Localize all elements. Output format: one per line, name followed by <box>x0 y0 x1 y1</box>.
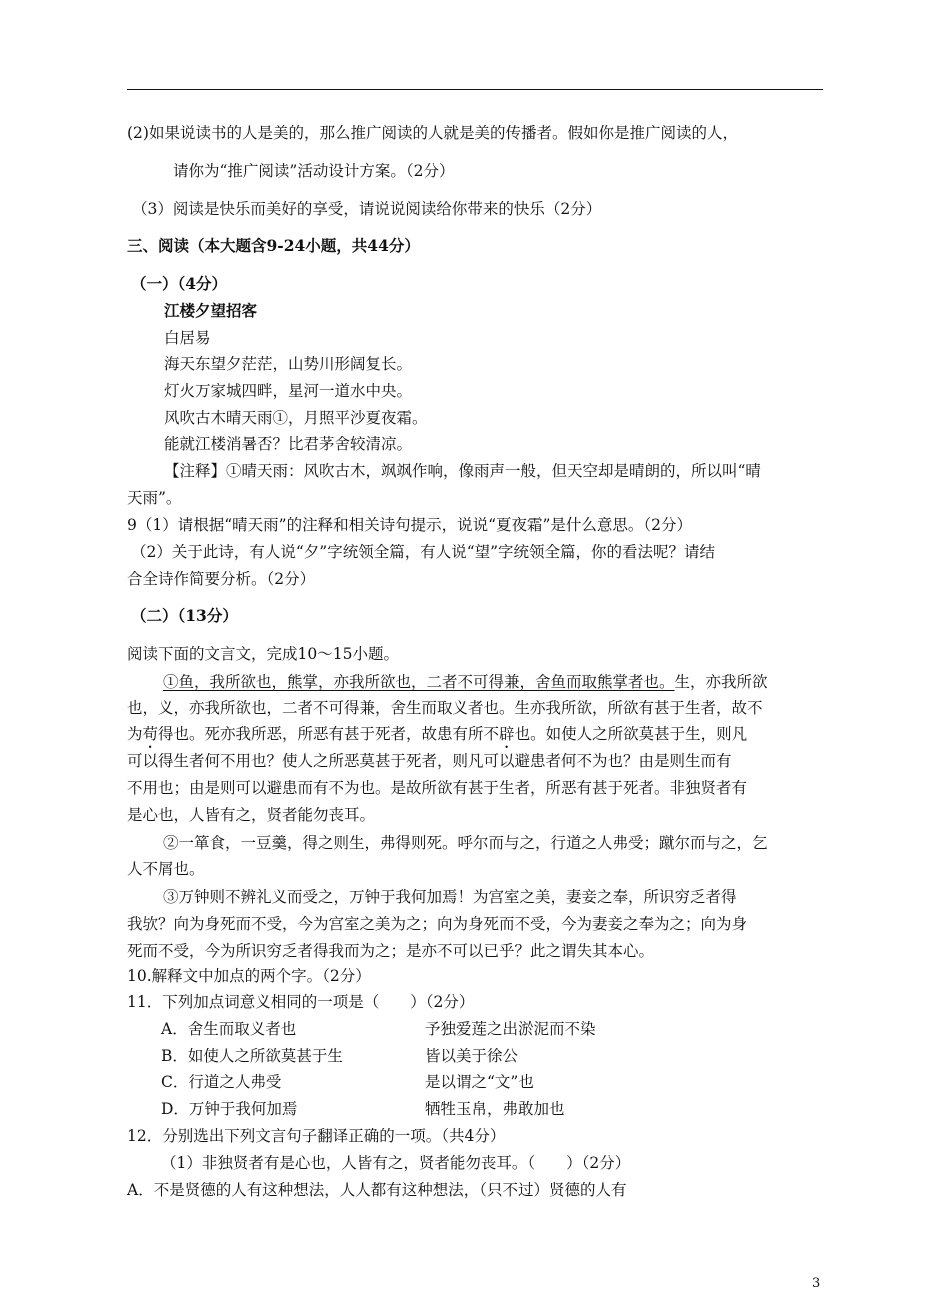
p1-line3-c: 也。如使人之所欲莫甚于生，则凡 <box>514 725 748 743</box>
q11-option-c-left: C．行道之人弗受 <box>161 1073 282 1091</box>
header-rule <box>127 89 823 90</box>
part1-heading: （一）（4分） <box>131 274 228 293</box>
poem-line-4: 能就江楼消暑否？比君茅舍较清凉。 <box>164 435 413 453</box>
q9-1: 9（1）请根据“晴天雨”的注释和相关诗句提示，说说“夏夜霜”是什么意思。（2分） <box>127 516 693 534</box>
q8-part2-line2: 请你为“推广阅读”活动设计方案。（2分） <box>173 162 455 180</box>
poem-note-line2: 天雨”。 <box>127 489 182 507</box>
classical-p1-line1 <box>163 671 768 693</box>
q12-sub1: （1）非独贤者有是心也，人皆有之，贤者能勿丧耳。（ ）（2分） <box>161 1154 631 1172</box>
q12-option-a: A．不是贤德的人有这种想法，人人都有这种想法，（只不过）贤德的人有 <box>127 1181 627 1199</box>
classical-p1-line2: 也，义，亦我所欲也，二者不可得兼，舍生而取义者也。生亦我所欲，所欲有甚于生者，故不 <box>127 699 763 717</box>
q11-option-d-right: 牺牲玉帛，弗敢加也 <box>425 1100 565 1118</box>
q11-stem: 11．下列加点词意义相同的一项是（ ）（2分） <box>127 993 475 1011</box>
dotted-char-bi: 辟 <box>499 725 515 743</box>
p1-line3-b: 得也。死亦我所恶，所恶有甚于死者，故患有所不 <box>158 725 500 743</box>
classical-p1-line4: 可以得生者何不用也？使人之所恶莫甚于死者，则凡可以避患者何不为也？由是则生而有 <box>127 752 732 770</box>
q8-part2-line1: (2)如果说读书的人是美的，那么推广阅读的人就是美的传播者。假如你是推广阅读的人， <box>127 124 738 142</box>
dotted-char-gou: 苟 <box>142 725 159 743</box>
q11-option-b-right: 皆以美于徐公 <box>425 1047 519 1065</box>
q9-2-line1: （2）关于此诗，有人说“夕”字统领全篇，有人说“望”字统领全篇，你的看法呢？请结 <box>131 543 716 561</box>
q11-option-b-left: B．如使人之所欲莫甚于生 <box>161 1047 343 1065</box>
classical-p3-line1: ③万钟则不辨礼义而受之，万钟于我何加焉！为宫室之美，妻妾之奉，所识穷乏者得 <box>163 888 737 906</box>
poem-title: 江楼夕望招客 <box>164 301 258 320</box>
classical-p1-line6: 是心也，人皆有之，贤者能勿丧耳。 <box>127 806 376 824</box>
q11-option-a-left: A．舍生而取义者也 <box>161 1020 297 1038</box>
poem-line-3: 风吹古木晴天雨①，月照平沙夏夜霜。 <box>164 409 428 427</box>
underlined-sentence: ①鱼，我所欲也，熊掌，亦我所欲也，二者不可得兼，舍鱼而取熊掌者也。 <box>163 673 675 691</box>
q11-option-d-left: D．万钟于我何加焉 <box>161 1100 298 1118</box>
q11-option-c-right: 是以谓之“文”也 <box>425 1073 534 1091</box>
poem-line-2: 灯火万家城四畔，星河一道水中央。 <box>164 382 413 400</box>
q9-2-line2: 合全诗作简要分析。（2分） <box>127 570 316 588</box>
page-number: 3 <box>812 1276 821 1291</box>
part2-heading: （二）（13分） <box>131 606 238 625</box>
classical-p1-line5: 不用也；由是则可以避患而有不为也。是故所欲有甚于生者，所恶有甚于死者。非独贤者有 <box>127 779 748 797</box>
p1-line1-tail: 生，亦我所欲 <box>674 673 768 691</box>
q8-part3: （3）阅读是快乐而美好的享受，请说说阅读给你带来的快乐（2分） <box>132 200 602 218</box>
classical-p3-line3: 死而不受，今为所识穷乏者得我而为之；是亦不可以已乎？此之谓失其本心。 <box>127 942 655 960</box>
q12-stem: 12．分别选出下列文言句子翻译正确的一项。（共4分） <box>127 1127 506 1145</box>
classical-p3-line2: 我欤？向为身死而不受，今为宫室之美为之；向为身死而不受，今为妻妾之奉为之；向为身 <box>127 915 748 933</box>
q10: 10.解释文中加点的两个字。（2分） <box>127 967 371 985</box>
p1-line3-a: 为 <box>127 725 143 743</box>
q11-option-a-right: 予独爱莲之出淤泥而不染 <box>425 1020 596 1038</box>
classical-p2-line1: ②一箪食，一豆羹，得之则生，弗得则死。呼尔而与之，行道之人弗受；蹴尔而与之，乞 <box>163 834 768 852</box>
section3-heading: 三、阅读（本大题含9-24小题，共44分） <box>127 236 420 255</box>
poem-note-line1: 【注释】①晴天雨：风吹古木，飒飒作响，像雨声一般，但天空却是晴朗的，所以叫“晴 <box>164 462 761 480</box>
part2-intro: 阅读下面的文言文，完成10～15小题。 <box>127 645 399 663</box>
classical-p1-line3 <box>127 723 747 752</box>
classical-p2-line2: 人不屑也。 <box>127 860 205 878</box>
poem-author: 白居易 <box>164 329 211 347</box>
poem-line-1: 海天东望夕茫茫，山势川形阔复长。 <box>164 355 413 373</box>
